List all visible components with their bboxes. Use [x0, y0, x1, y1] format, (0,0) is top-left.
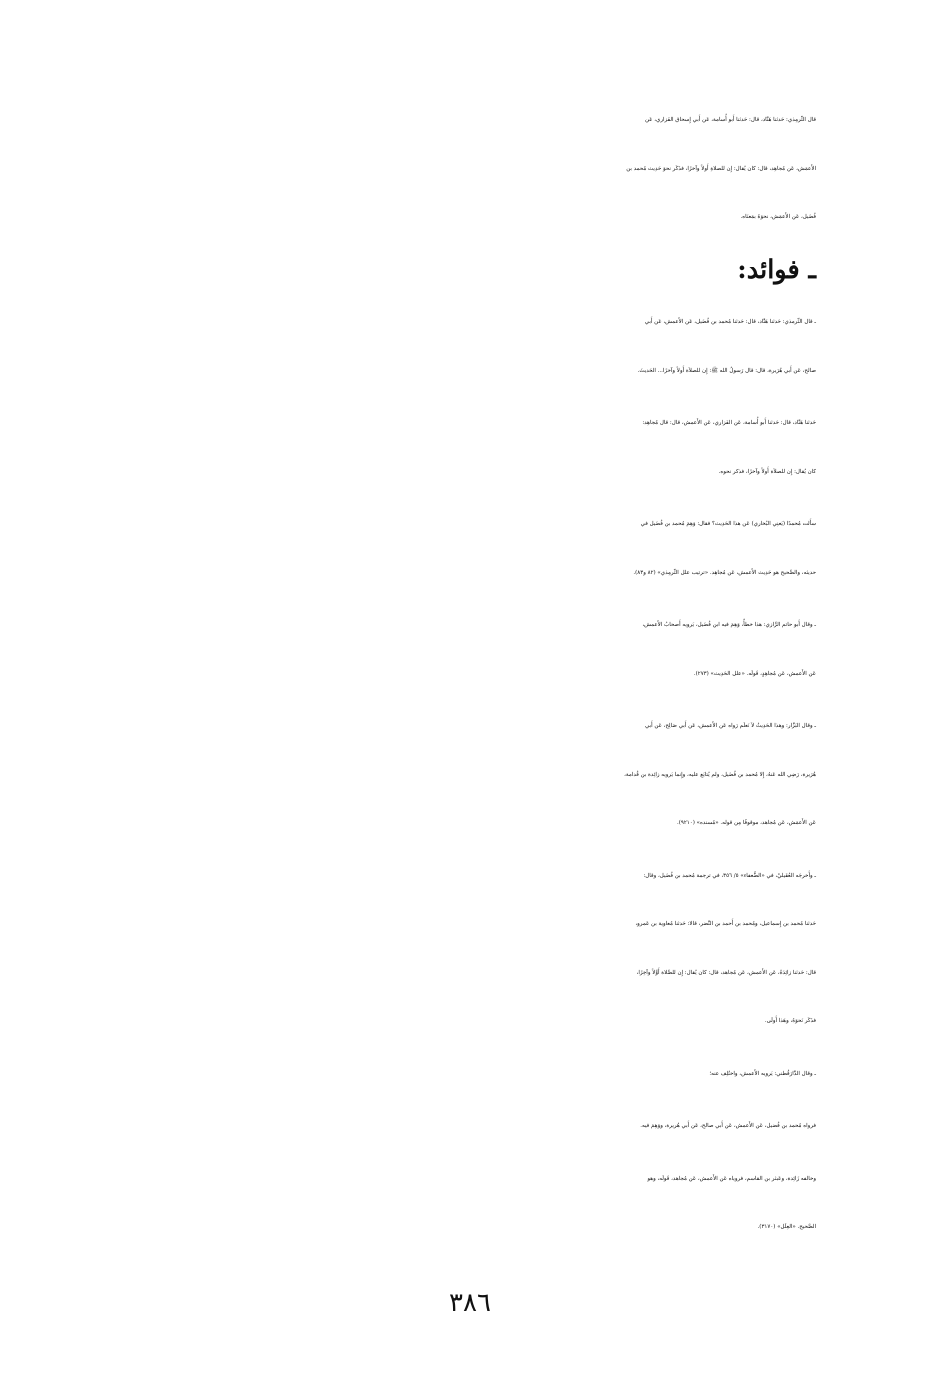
text-line: ـ وقال الدَّارَقُطني: يَرويه الأَعمش، واختُلِف عنه؛ [709, 1070, 816, 1077]
text-line: قال: حَدثنا زائِدَةُ، عَن الأَعمش، عَن مُجاهد، قال: كان يُقال: إِن للصَّلاة أَوَّلاً وآخِرًا، [636, 969, 816, 976]
text-line: كان يُقال: إِن للصلاَة أَولاً وآخرًا، فذكر نحوه. [718, 468, 816, 475]
text-line: حَدثنا هَنَّاد، قال: حَدثنا أَبو أُسامة، عَن الفَزاري، عَن الأَعمش، قال: قال مُجاهِد: [642, 420, 816, 426]
text-line: وخالفه زَائِدة، وعَبثر بن القاسم، فروياه عَن الأَعمش، عَن مُجاهد، قَولَه، وهو [647, 1175, 816, 1182]
section-heading: ـ فوائد: [737, 254, 816, 285]
page-number: ٣٨٦ [449, 1288, 491, 1318]
text-line: عَن الأَعمَش، عَن مُجاهد، موقوفًا مِن قوله. «مُسنده» (٩٢١٠). [676, 820, 816, 826]
text-line: فرواه مُحمد بن فُضيل، عَن الأَعمش، عَن أَبي صالح، عَن أَبي هُريرة، ووَهِمَ فيه. [640, 1123, 816, 1129]
paragraph [98, 852, 834, 1046]
text-line: ـ وقال أَبو حاتم الرَّازي: هذا خطأٌ، وَهِمَ فيه ابن فُضَيل، يَرويه أَصحابُ الأَعمش، [642, 622, 816, 628]
text-line: سأَلت مُحمدًا (يَعنِي البُخاري) عَن هذا الحَدِيث؟ فقال: وَهِمَ مُحمد بن فُضَيل في [640, 521, 816, 527]
text-line: فُضَيل، عَن الأَعمَش، نحوَهُ بمَعنَاه. [740, 214, 816, 220]
text-line: ـ وقال البَزَّار: وهذا الحَدِيثُ لاَ نَعلَم رَواه عَن الأَعمش، عَن أَبي صَالِح، عَن أَبي [645, 723, 816, 729]
paragraph [98, 601, 834, 698]
text-line: صالح، عَن أَبي هُرَيرة، قال: قال رَسولُ الله ﷺ: إِن للصلاَة أَولاً وآخرًا... الحَديثَ. [637, 367, 816, 374]
paragraph [98, 298, 834, 395]
text-line: قال التِّرمِذي: حَدثنا هَنَّاد، قال: حَدثنا أَبو أُسامة، عَن أَبي إِسحاق الفَزاري، عَن [645, 117, 816, 123]
text-line: الأَعمَش، عَن مُجاهِد، قال: كان يُقال: إِن للصلاةِ أَولاً وآخرًا، فذَكَر نحوَ حَدِيث مُحمد بن [626, 165, 816, 172]
page-body [98, 96, 834, 1256]
paragraph [98, 1050, 834, 1099]
paragraph [98, 399, 834, 496]
text-line: ـ قال التِّرمذي: حَدثنا هَنَّاد، قال: حَدثنا مُحمد بن فُضَيل، عَن الأَعمش، عَن أَبي [644, 319, 816, 325]
text-line: هُرَيرة، رَضِي الله عَنهُ، إِلا مُحمد بن فُضَيل، ولم يُتابَع عليه، وإِنما يَرويه زائِدة بن قُدامة، [624, 771, 816, 778]
paragraph [98, 1102, 834, 1151]
text-line: حَدثنا مُحمد بن إِسماعيل، ومُحمد بن أَحمد بن النَّضر، قالا: حَدثنا مُعاوية بن عَمرو، [635, 921, 816, 927]
paragraph [98, 500, 834, 597]
paragraph [98, 96, 834, 242]
text-line: ـ وأَخرجَه العُقَيليّ، في «الضُّعفاء» ٥/ ٣٥٦، في ترجمة مُحمد بن فُضَيل، وقال: [643, 872, 816, 879]
paragraph [98, 702, 834, 848]
text-line: حديثه، والصَّحيح هو حَدِيث الأَعمش، عَن مُجاهِد. «ترتيب علل التِّرمِذي» (٨٢ و٨٣). [633, 569, 816, 576]
text-line: عَن الأَعمش، عَن مُجاهِدٍ، قَولَه. «علل الحَدِيث» (٢٧٣). [693, 670, 816, 677]
text-line: فذَكَر نَحوَهُ، وهَذا أَولَى. [764, 1018, 816, 1024]
text-line: الصَّحيح. «العِلَل» (٣١٧٠). [757, 1224, 816, 1230]
paragraph [98, 1155, 834, 1252]
